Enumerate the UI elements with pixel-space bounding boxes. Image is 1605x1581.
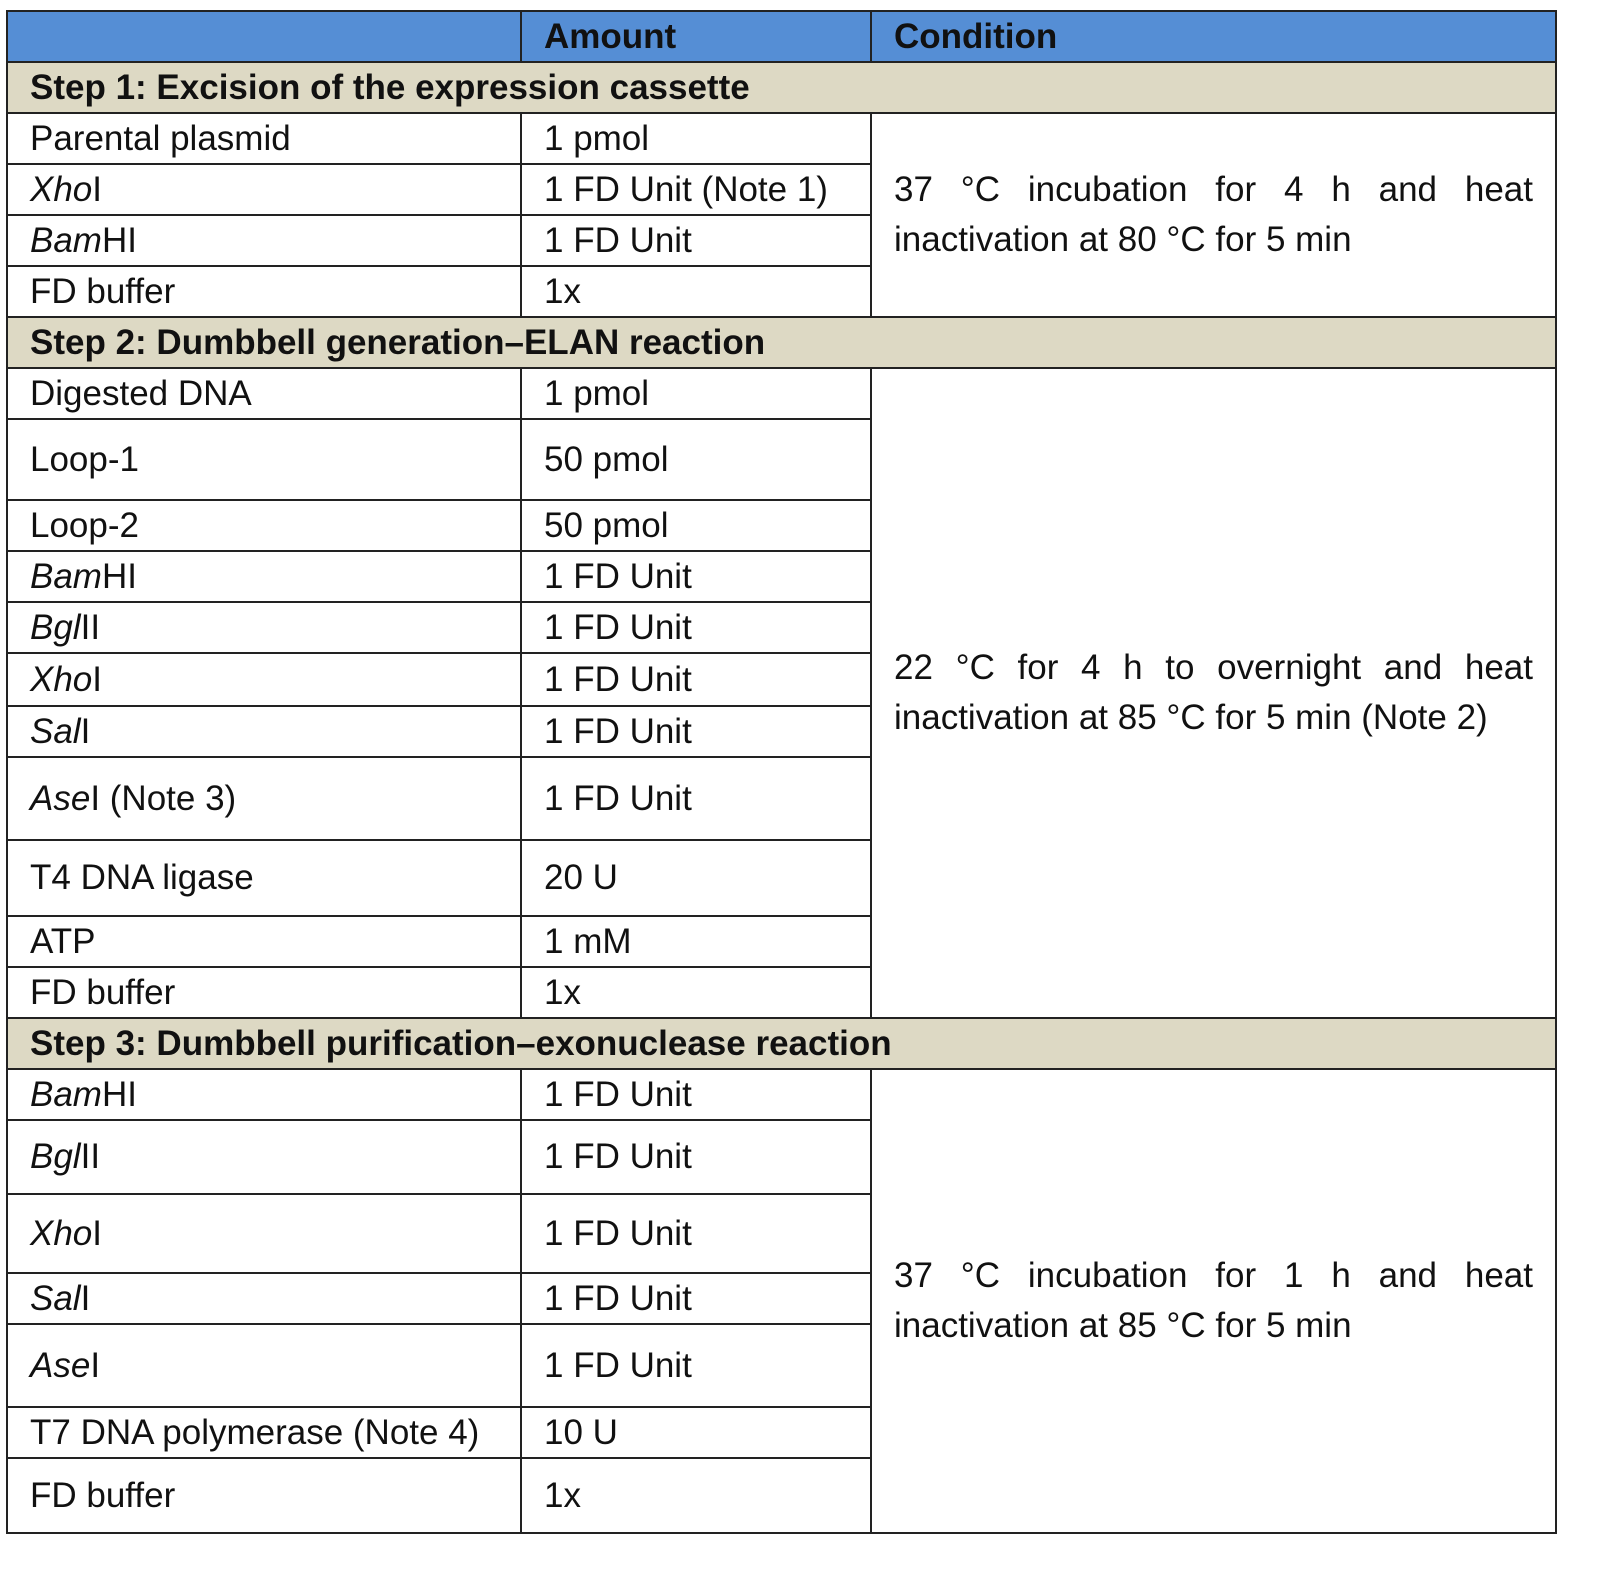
amount-cell: 1 pmol [521,368,871,419]
reagent-cell [7,1120,521,1194]
condition-cell: 37 °C incubation for 4 h and heat inactivation at 80 °C for 5 min [871,113,1556,317]
table-row [7,368,1556,419]
header-blank [7,11,521,62]
reagent-cell [7,164,521,215]
reagent-name-italic: Sal [30,1278,81,1318]
reagent-name-italic: Xho [30,1213,93,1253]
reagent-cell [7,368,521,419]
reagent-cell [7,1458,521,1533]
reagent-name-italic: Bam [30,220,102,260]
reagent-name: I [90,1345,101,1385]
reagent-cell [7,757,521,840]
amount-cell: 1 FD Unit [521,1069,871,1120]
reagent-name: I [92,169,103,209]
reagent-cell [7,706,521,757]
reagent-cell [7,602,521,653]
amount-cell: 10 U [521,1407,871,1458]
reagent-name: HI [101,556,137,596]
reagent-name-italic: Sal [30,711,81,751]
table-body [7,11,1556,1533]
step-title: Step 3: Dumbbell purification–exonuclease reaction [7,1018,1556,1069]
reagent-name-italic: Xho [30,169,93,209]
amount-cell: 1 FD Unit [521,1194,871,1273]
reagent-cell [7,551,521,602]
amount-cell: 1x [521,967,871,1018]
reagent-name: FD buffer [30,1475,176,1515]
reagent-name-italic: Bam [30,556,102,596]
amount-cell: 1 FD Unit [521,602,871,653]
amount-cell: 50 pmol [521,500,871,551]
reagent-name: T4 DNA ligase [30,858,254,897]
reagent-name: ATP [30,921,96,961]
reagent-cell [7,419,521,500]
amount-cell: 1 FD Unit [521,706,871,757]
amount-cell: 50 pmol [521,419,871,500]
header-amount: Amount [521,11,871,62]
reagent-cell [7,1273,521,1324]
reagent-name: I [92,659,103,699]
reagent-cell [7,653,521,706]
step-title: Step 2: Dumbbell generation–ELAN reaction [7,317,1556,368]
reagent-name-italic: Bam [30,1074,102,1114]
condition-cell: 22 °C for 4 h to overnight and heat inactivation at 85 °C for 5 min (Note 2) [871,368,1556,1018]
reagent-name: FD buffer [30,972,176,1012]
amount-cell: 1 pmol [521,113,871,164]
reagent-name: I [80,1278,91,1318]
reagent-name-italic: Bgl [30,1137,81,1176]
reagent-name-italic: Bgl [30,607,81,647]
reagent-name: T7 DNA polymerase (Note 4) [30,1412,480,1452]
reagent-name: Parental plasmid [30,118,291,158]
table-row [7,113,1556,164]
reagent-cell [7,500,521,551]
amount-cell: 1x [521,266,871,317]
amount-cell: 1 FD Unit [521,1324,871,1407]
condition-cell: 37 °C incubation for 1 h and heat inactivation at 85 °C for 5 min [871,1069,1556,1533]
amount-cell: 1 FD Unit [521,1120,871,1194]
amount-cell: 1 FD Unit [521,653,871,706]
reagent-name: Digested DNA [30,373,252,413]
reagent-cell [7,1194,521,1273]
reagent-name: I [80,711,91,751]
step-row [7,1018,1556,1069]
reagent-name: Loop-2 [30,505,139,545]
reagent-cell [7,215,521,266]
step-row [7,62,1556,113]
reagent-name: FD buffer [30,271,176,311]
amount-cell: 1 FD Unit [521,757,871,840]
header-row [7,11,1556,62]
reagent-cell [7,840,521,916]
reagent-cell [7,266,521,317]
reaction-table [6,10,1557,1534]
reagent-name-italic: Ase [30,1345,91,1385]
reagent-name-italic: Ase [30,778,91,818]
reagent-name: I [92,1213,103,1253]
amount-cell: 1 FD Unit [521,1273,871,1324]
reagent-cell [7,1407,521,1458]
reagent-name: Loop-1 [30,439,139,479]
reagent-name: HI [101,1074,137,1114]
reagent-name-italic: Xho [30,659,93,699]
step-row [7,317,1556,368]
reagent-cell [7,967,521,1018]
reagent-name: II [80,1137,101,1176]
amount-cell: 1x [521,1458,871,1533]
reagent-cell [7,113,521,164]
reagent-name: I (Note 3) [90,778,237,818]
reagent-name: HI [101,220,137,260]
amount-cell: 1 mM [521,916,871,967]
header-condition: Condition [871,11,1556,62]
reagent-name: II [80,607,101,647]
amount-cell: 20 U [521,840,871,916]
step-title: Step 1: Excision of the expression cassette [7,62,1556,113]
amount-cell: 1 FD Unit (Note 1) [521,164,871,215]
reagent-cell [7,916,521,967]
table-row [7,1069,1556,1120]
reagent-cell [7,1069,521,1120]
amount-cell: 1 FD Unit [521,551,871,602]
amount-cell: 1 FD Unit [521,215,871,266]
reagent-cell [7,1324,521,1407]
